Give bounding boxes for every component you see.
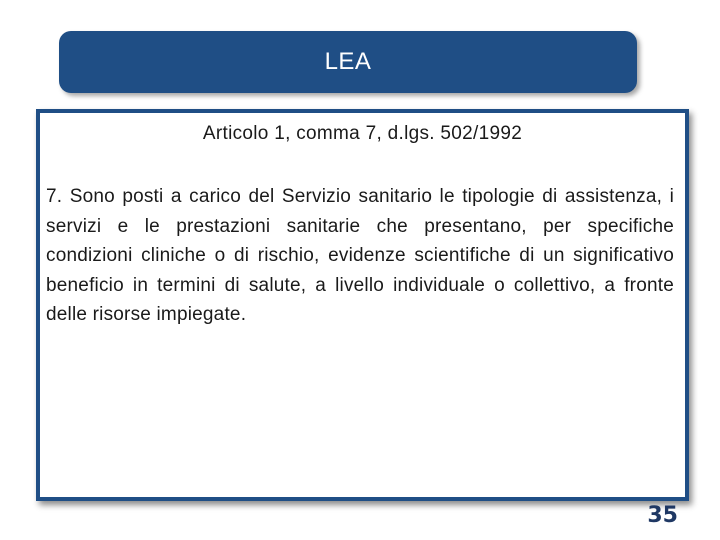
content-box bbox=[36, 109, 689, 501]
article-reference: Articolo 1, comma 7, d.lgs. 502/1992 bbox=[202, 123, 523, 144]
page-number: 35 bbox=[647, 503, 678, 528]
title-banner bbox=[59, 31, 637, 93]
slide-title: LEA bbox=[324, 48, 372, 75]
article-text: 7. Sono posti a carico del Servizio sanitario le tipologie di assistenza, i servizi e le prestazioni sanitarie che presentano, per specifiche condizioni cliniche o di rischio, evidenze scientifiche di un significativo beneficio in termini di salute, a livello individuale o collettivo, a fronte delle risorse impiegate. bbox=[46, 186, 674, 325]
